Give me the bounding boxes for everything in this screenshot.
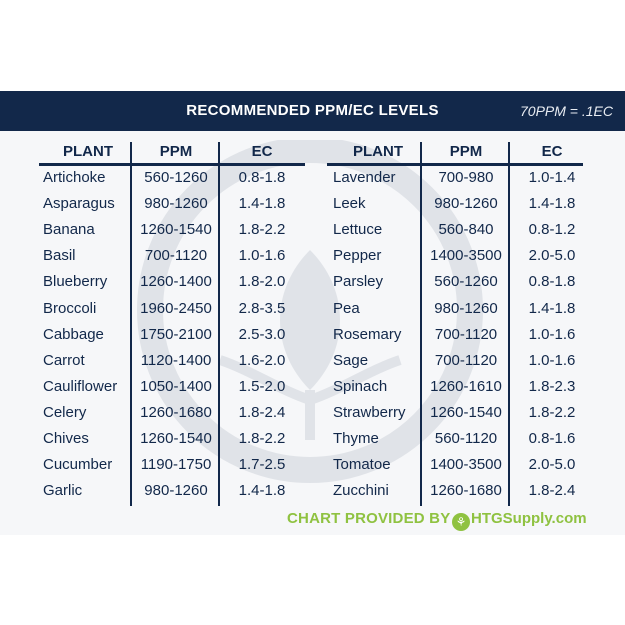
- plant-name-cell: Thyme: [333, 430, 379, 447]
- ppm-cell: 1260-1680: [140, 403, 212, 421]
- ppm-cell: 1750-2100: [140, 325, 212, 343]
- ppm-cell: 1260-1610: [430, 377, 502, 395]
- ppm-cell: 1260-1540: [430, 403, 502, 421]
- ppm-cell: 1400-3500: [430, 456, 502, 474]
- plant-name-cell: Asparagus: [43, 195, 115, 213]
- column-header-ec: EC: [251, 143, 273, 160]
- ec-cell: 0.8-1.6: [528, 430, 576, 447]
- ppm-cell: 700-1120: [144, 247, 208, 265]
- ppm-cell: 700-1120: [434, 351, 498, 369]
- ppm-cell: 560-1120: [434, 430, 498, 447]
- ec-cell: 1.6-2.0: [238, 351, 286, 369]
- ppm-cell: 1050-1400: [140, 377, 212, 395]
- plant-name-cell: Rosemary: [333, 325, 402, 343]
- ec-cell: 1.8-2.3: [528, 377, 576, 395]
- ppm-cell: 1960-2450: [140, 299, 212, 317]
- chart-title: RECOMMENDED PPM/EC LEVELS: [186, 102, 439, 119]
- ppm-cell: 1190-1750: [140, 456, 212, 474]
- plant-name-cell: Cucumber: [43, 456, 113, 474]
- ppm-cell: 1260-1540: [140, 221, 212, 239]
- plant-name-cell: Leek: [333, 195, 366, 213]
- plant-name-cell: Pepper: [333, 247, 382, 265]
- plant-name-cell: Blueberry: [43, 273, 108, 291]
- column-header-ppm: PPM: [449, 143, 483, 160]
- ec-cell: 2.5-3.0: [238, 325, 286, 343]
- ec-cell: 1.8-2.2: [238, 430, 286, 447]
- ec-cell: 1.7-2.5: [238, 456, 286, 474]
- plant-name-cell: Parsley: [333, 273, 384, 291]
- ec-cell: 2.0-5.0: [528, 456, 576, 474]
- ec-cell: 1.4-1.8: [528, 195, 576, 213]
- ppm-cell: 980-1260: [144, 482, 208, 500]
- column-header-ppm: PPM: [159, 143, 193, 160]
- plant-logo-icon: ⚘: [452, 513, 470, 531]
- ppm-cell: 1120-1400: [140, 351, 212, 369]
- plant-name-cell: Lettuce: [333, 221, 383, 239]
- column-header-ec: EC: [541, 143, 563, 160]
- footer-credit: CHART PROVIDED BY: [287, 510, 451, 527]
- plant-name-cell: Pea: [333, 299, 360, 317]
- ppm-cell: 980-1260: [434, 299, 498, 317]
- title-bar: [0, 91, 625, 131]
- ppm-cell: 560-1260: [144, 169, 208, 186]
- ec-cell: 0.8-1.8: [238, 169, 286, 186]
- ec-cell: 1.4-1.8: [528, 299, 576, 317]
- ppm-cell: 1260-1400: [140, 273, 212, 291]
- ppm-cell: 980-1260: [144, 195, 208, 213]
- column-header-plant: PLANT: [63, 143, 113, 160]
- ppm-cell: 1260-1540: [140, 430, 212, 447]
- plant-name-cell: Broccoli: [43, 299, 97, 317]
- ec-cell: 1.0-1.4: [528, 169, 576, 186]
- ppm-cell: 700-980: [438, 169, 494, 186]
- plant-name-cell: Zucchini: [333, 482, 389, 500]
- ec-cell: 1.4-1.8: [238, 482, 286, 500]
- ppm-cell: 1260-1680: [430, 482, 502, 500]
- ec-cell: 1.0-1.6: [528, 351, 576, 369]
- plant-name-cell: Cauliflower: [43, 377, 118, 395]
- ec-cell: 1.0-1.6: [528, 325, 576, 343]
- column-header-plant: PLANT: [353, 143, 403, 160]
- ec-cell: 1.8-2.0: [238, 273, 286, 291]
- ec-cell: 1.8-2.2: [528, 403, 576, 421]
- plant-name-cell: Carrot: [43, 351, 85, 369]
- plant-name-cell: Cabbage: [43, 325, 104, 343]
- conversion-note: 70PPM = .1EC: [520, 103, 613, 119]
- plant-name-cell: Celery: [43, 403, 87, 421]
- plant-name-cell: Basil: [43, 247, 76, 265]
- logo-htg-text: HTG: [471, 510, 503, 527]
- ec-cell: 2.8-3.5: [238, 299, 286, 317]
- ec-cell: 1.8-2.4: [238, 403, 286, 421]
- ppm-cell: 700-1120: [434, 325, 498, 343]
- htg-supply-logo[interactable]: [452, 507, 587, 531]
- ppm-cell: 980-1260: [434, 195, 498, 213]
- plant-name-cell: Chives: [43, 430, 89, 447]
- plant-name-cell: Lavender: [333, 169, 396, 186]
- ppm-cell: 560-1260: [434, 273, 498, 291]
- ec-cell: 1.5-2.0: [238, 377, 286, 395]
- plant-name-cell: Artichoke: [43, 169, 106, 186]
- logo-supply-text: Supply.com: [502, 510, 587, 527]
- plant-name-cell: Banana: [43, 221, 95, 239]
- ppm-cell: 1400-3500: [430, 247, 502, 265]
- ec-cell: 0.8-1.2: [528, 221, 576, 239]
- ec-cell: 2.0-5.0: [528, 247, 576, 265]
- plant-name-cell: Garlic: [43, 482, 83, 500]
- ec-cell: 1.8-2.4: [528, 482, 576, 500]
- ec-cell: 1.8-2.2: [238, 221, 286, 239]
- plant-name-cell: Strawberry: [333, 403, 406, 421]
- ec-cell: 1.4-1.8: [238, 195, 286, 213]
- plant-name-cell: Tomatoe: [333, 456, 391, 474]
- ppm-cell: 560-840: [438, 221, 494, 239]
- ec-cell: 1.0-1.6: [238, 247, 286, 265]
- plant-name-cell: Sage: [333, 351, 369, 369]
- plant-name-cell: Spinach: [333, 377, 388, 395]
- ec-cell: 0.8-1.8: [528, 273, 576, 291]
